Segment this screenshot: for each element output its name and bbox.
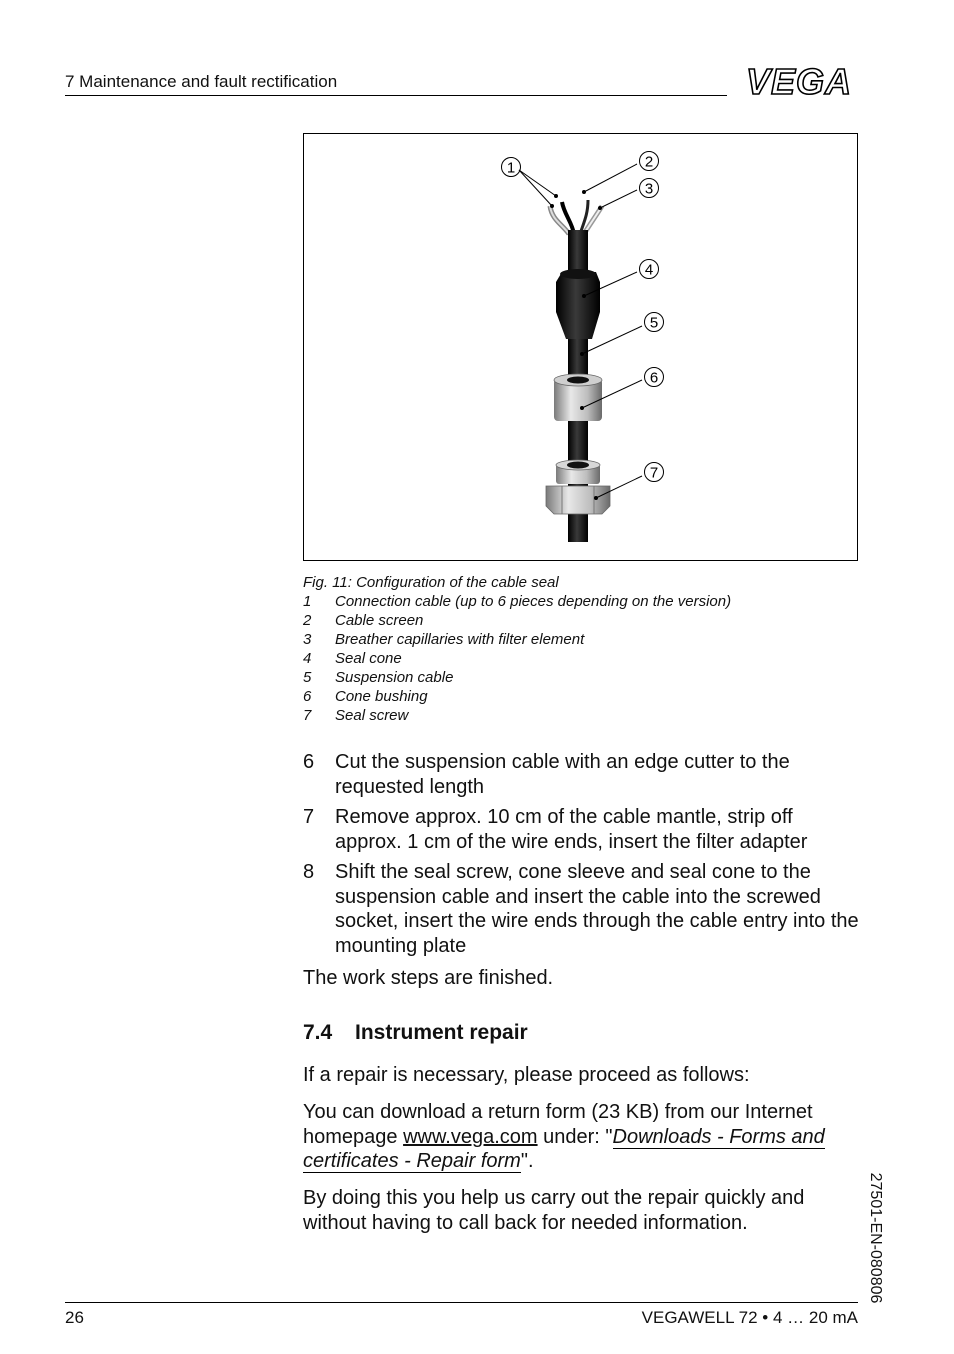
legend-text: Suspension cable xyxy=(335,669,454,686)
callout-6: 6 xyxy=(649,369,659,387)
legend-number: 5 xyxy=(303,669,312,686)
legend-number: 1 xyxy=(303,593,312,610)
callout-7: 7 xyxy=(649,464,659,482)
legend-number: 6 xyxy=(303,688,312,705)
callout-2: 2 xyxy=(644,153,654,171)
cable-seal-figure xyxy=(303,133,858,561)
step-text: Cut the suspension cable with an edge cutter to the requested length xyxy=(335,751,790,798)
legend-item xyxy=(303,687,731,706)
document-code-text: 27501-EN-080806 xyxy=(867,1172,884,1304)
step-item xyxy=(303,860,863,958)
svg-text:VEGA: VEGA xyxy=(745,64,853,100)
document-code xyxy=(860,1158,890,1318)
download-middle: under: " xyxy=(537,1125,613,1148)
procedure-steps xyxy=(303,750,863,964)
legend-text: Breather capillaries with filter element xyxy=(335,631,585,648)
step-number: 8 xyxy=(303,861,315,883)
legend-item xyxy=(303,630,731,649)
download-path: Downloads - Forms and certificates - Repair form xyxy=(303,1125,825,1172)
figure-legend xyxy=(303,592,731,725)
legend-item xyxy=(303,706,731,725)
callout-5: 5 xyxy=(649,314,659,332)
step-text: Remove approx. 10 cm of the cable mantle, strip off approx. 1 cm of the wire ends, insert the filter adapter xyxy=(335,806,808,853)
legend-number: 3 xyxy=(303,631,312,648)
step-text: Shift the seal screw, cone sleeve and seal cone to the suspension cable and insert the cable into the screwed socket, insert the wire ends through the cable entry into the mounting plate xyxy=(335,861,859,957)
callout-4: 4 xyxy=(644,261,654,279)
vega-website-link[interactable]: www.vega.com xyxy=(403,1125,538,1148)
legend-number: 4 xyxy=(303,650,312,667)
section-title: Instrument repair xyxy=(355,1021,528,1044)
download-prefix: You can download a return form (23 KB) from our Internet homepage xyxy=(303,1101,813,1148)
page-number: 26 xyxy=(65,1308,84,1327)
legend-text: Cable screen xyxy=(335,612,424,629)
callout-1: 1 xyxy=(506,159,516,177)
finished-text: The work steps are finished. xyxy=(303,967,554,989)
legend-item xyxy=(303,611,731,630)
download-paragraph xyxy=(303,1100,863,1174)
callout-3: 3 xyxy=(644,180,654,198)
step-number: 6 xyxy=(303,751,315,773)
legend-item xyxy=(303,649,731,668)
section-number: 7.4 xyxy=(303,1021,333,1044)
legend-text: Cone bushing xyxy=(335,688,428,705)
footer-title: VEGAWELL 72 • 4 … 20 mA xyxy=(641,1308,858,1327)
legend-text: Connection cable (up to 6 pieces depending on the version) xyxy=(335,593,732,610)
step-item xyxy=(303,805,863,854)
running-header: 7 Maintenance and fault rectification xyxy=(65,72,338,91)
legend-item xyxy=(303,668,731,687)
repair-intro: If a repair is necessary, please proceed as follows: xyxy=(303,1064,750,1086)
step-number: 7 xyxy=(303,806,315,828)
legend-text: Seal screw xyxy=(335,707,409,724)
figure-caption: Fig. 11: Configuration of the cable seal xyxy=(303,574,559,591)
section-heading xyxy=(303,1021,528,1045)
closing-paragraph: By doing this you help us carry out the repair quickly and without having to call back for needed information. xyxy=(303,1187,805,1234)
footer-rule xyxy=(65,1302,858,1303)
legend-number: 7 xyxy=(303,707,312,724)
legend-number: 2 xyxy=(303,612,312,629)
cable-seal-illustration xyxy=(304,134,857,560)
vega-logo xyxy=(740,64,858,100)
legend-text: Seal cone xyxy=(335,650,402,667)
step-item xyxy=(303,750,863,799)
legend-item xyxy=(303,592,731,611)
download-suffix: ". xyxy=(520,1150,534,1172)
header-rule xyxy=(65,95,727,96)
